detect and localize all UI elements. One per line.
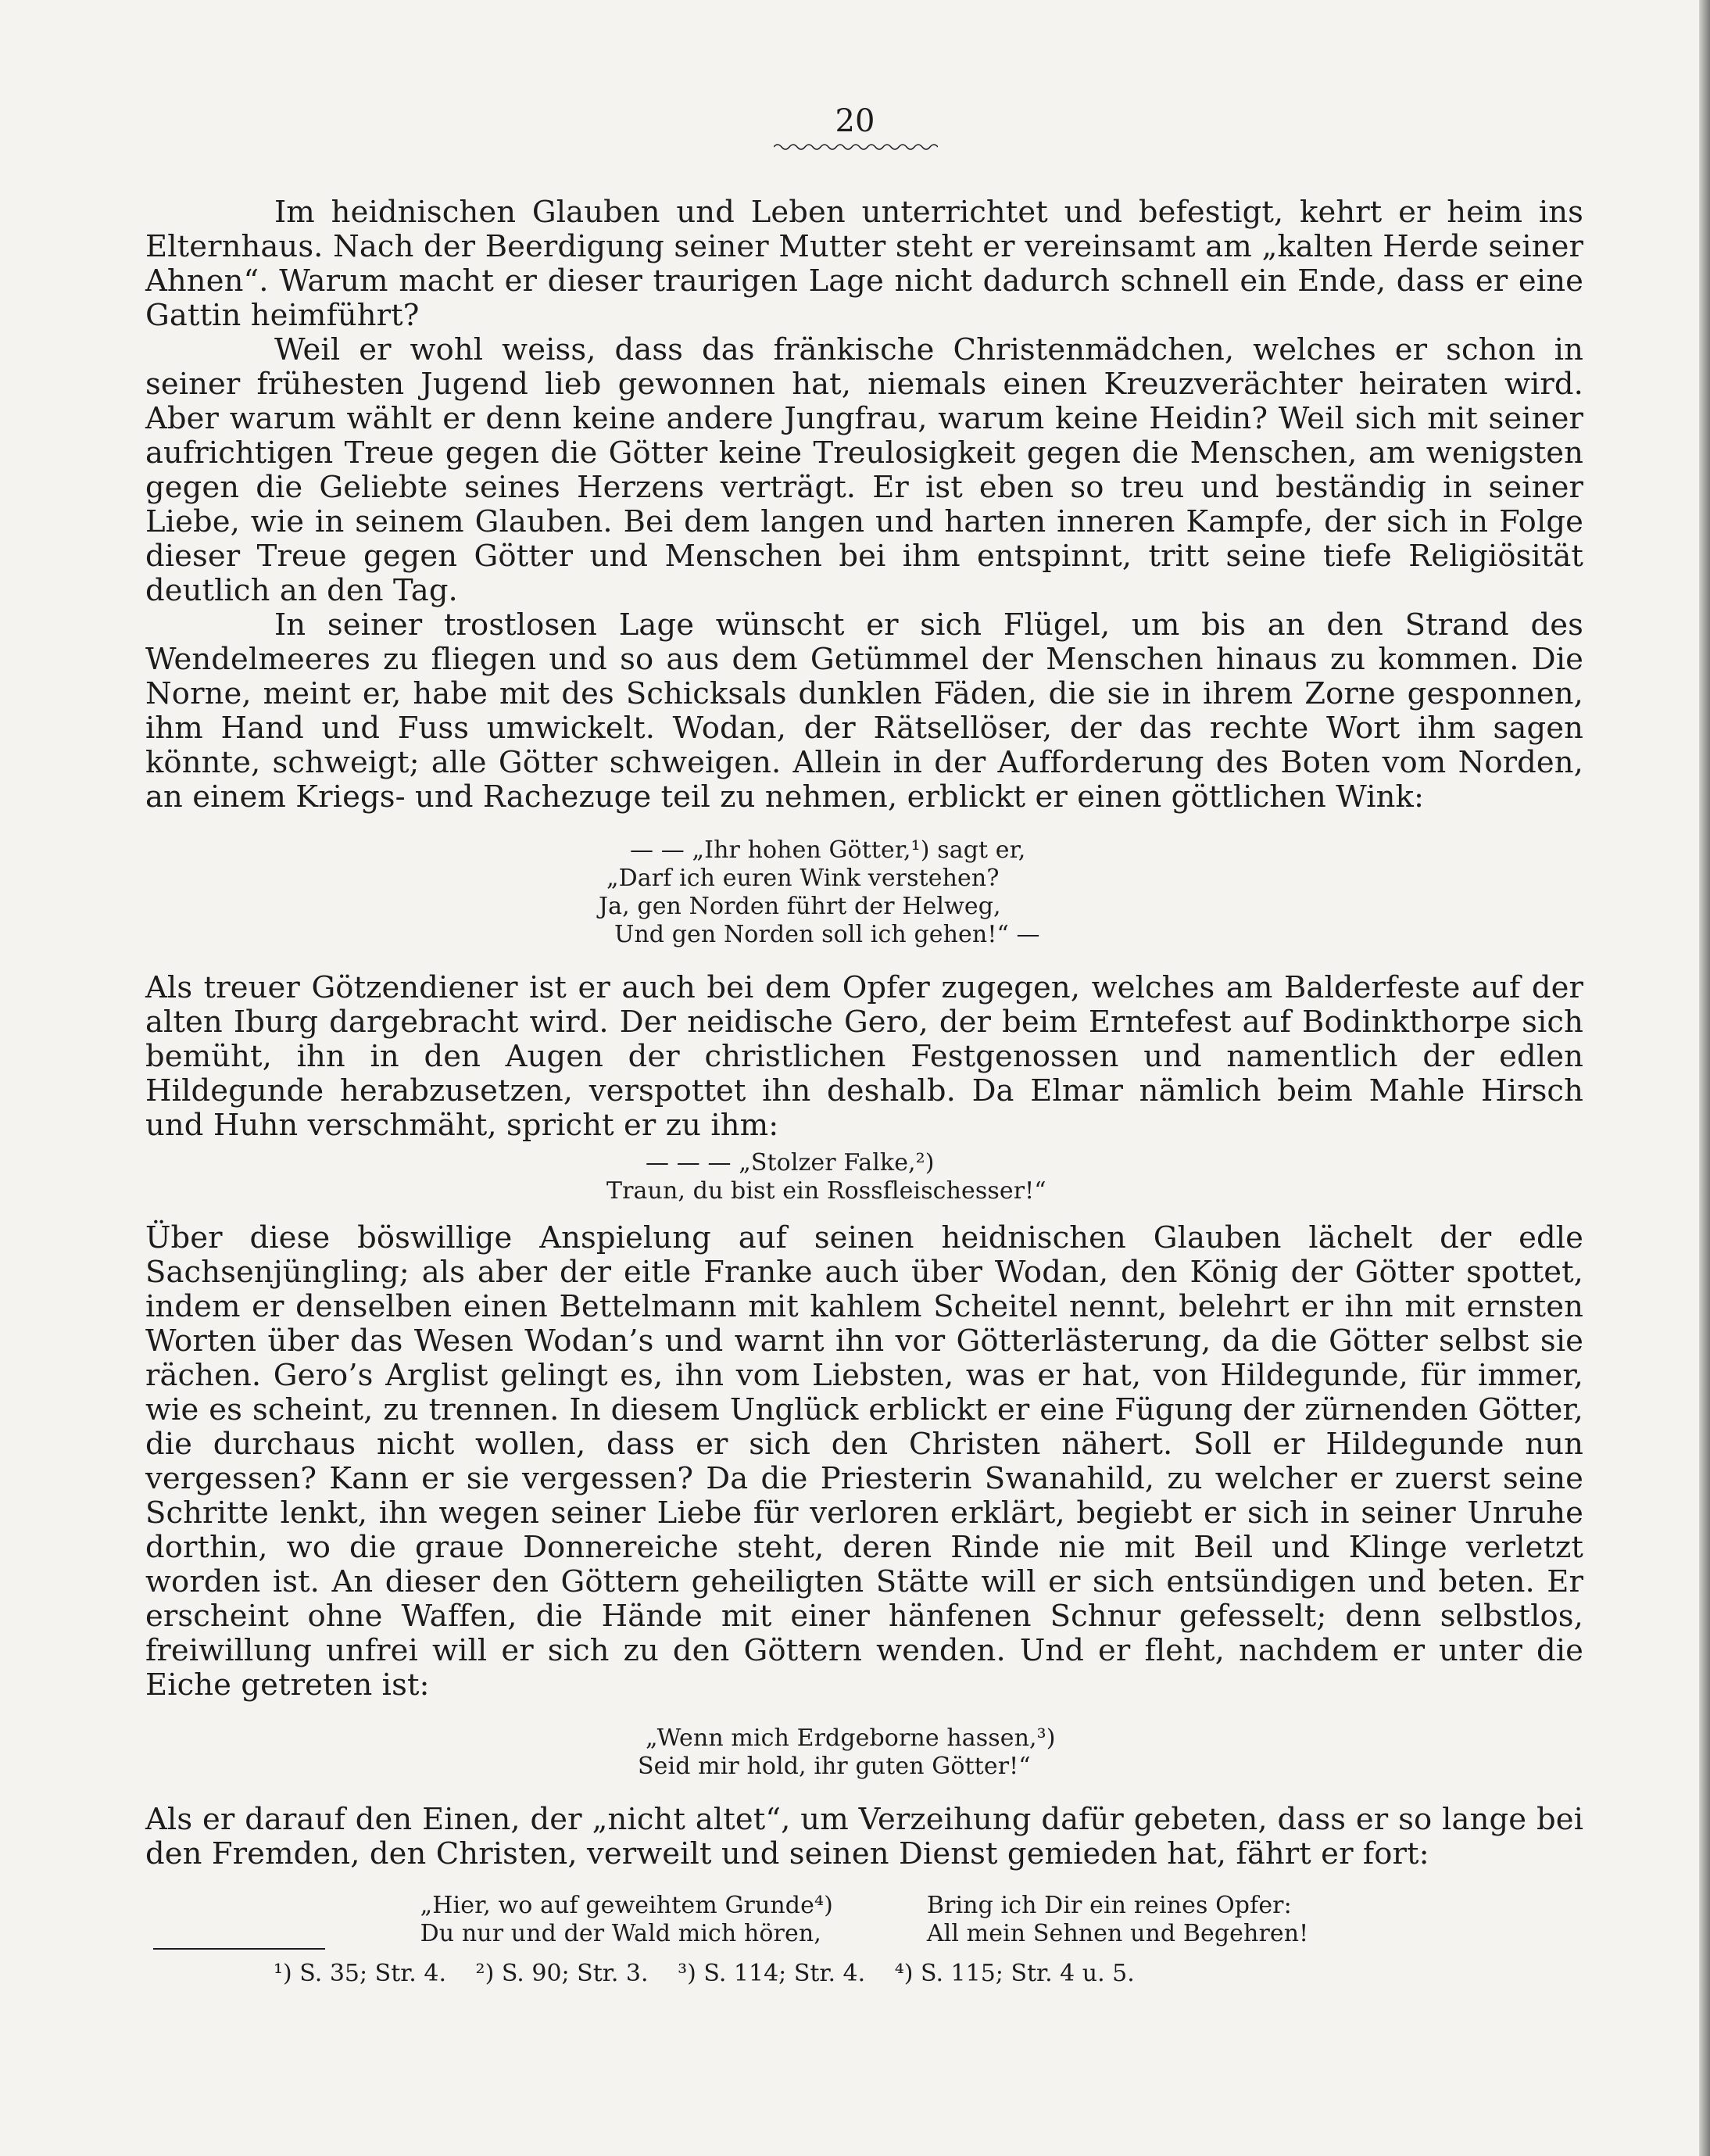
verse-line: „Darf ich euren Wink verstehen? xyxy=(606,865,1000,892)
paragraph: Über diese böswillige Anspielung auf seinen heidnischen Glauben lächelt der edle Sachsenjüngling; als aber der eitle Franke auch über Wodan, den König der Götter spottet, indem er denselben einen Bettelmann mit kahlem Scheitel nennt, belehrt er ihn mit ernsten Worten über das Wesen Wodan’s und warnt ihn vor Götterlästerung, da die Götter selbst sie rächen. Gero’s Arglist gelingt es, ihn vom Liebsten, was er hat, von Hildegunde, für immer, wie es scheint, zu trennen. In diesem Unglück erblickt er eine Fügung der zürnenden Götter, die durchaus nicht wollen, dass er sich den Christen nähert. Soll er Hildegunde nun vergessen? Kann er sie vergessen? Da die Priesterin Swanahild, zu welcher er zuerst seine Schritte lenkt, ihn wegen seiner Liebe für verloren erklärt, begiebt er sich in seiner Unruhe dorthin, wo die graue Donnereiche steht, deren Rinde nie mit Beil und Klinge verletzt worden ist. An dieser den Göttern geheiligten Stätte will er sich entsündigen und beten. Er erscheint ohne Waffen, die Hände mit einer hänfenen Schnur gefesselt; denn selbstlos, freiwillung unfrei will er sich zu den Göttern wenden. Und er fleht, nachdem er unter die Eiche getreten ist: xyxy=(145,1220,1583,1703)
footnotes xyxy=(274,1958,1157,1989)
footnote: ³) S. 114; Str. 4. xyxy=(678,1960,866,1987)
footnote: ¹) S. 35; Str. 4. xyxy=(274,1960,446,1987)
verse-line: Traun, du bist ein Rossfleischesser!“ xyxy=(606,1177,1046,1205)
verse-line: — — „Ihr hohen Götter,¹) sagt er, xyxy=(630,836,1026,864)
verse-quote-2 xyxy=(145,1149,1583,1205)
verse-column-right xyxy=(927,1892,1308,1948)
verse-quote-1 xyxy=(145,836,1583,949)
verse-line: — — — „Stolzer Falke,²) xyxy=(646,1149,935,1176)
verse-line: Du nur und der Wald mich hören, xyxy=(420,1920,821,1947)
page-number: 20 xyxy=(835,103,875,139)
verse-line: „Wenn mich Erdgeborne hassen,³) xyxy=(646,1724,1056,1752)
verse-line: All mein Sehnen und Begehren! xyxy=(926,1920,1309,1947)
paragraph: Als treuer Götzendiener ist er auch bei dem Opfer zugegen, welches am Balderfeste auf der alten Iburg dargebracht wird. Der neidische Gero, der beim Erntefest auf Bodinkthorpe sich bemüht, ihn in den Augen der christlichen Festgenossen und namentlich der edlen Hildegunde herabzusetzen, verspottet ihn deshalb. Da Elmar nämlich beim Mahle Hirsch und Huhn verschmäht, spricht er zu ihm: xyxy=(145,970,1583,1143)
footnote: ⁴) S. 115; Str. 4 u. 5. xyxy=(894,1960,1135,1987)
body-text xyxy=(145,195,1583,1970)
paragraph: Im heidnischen Glauben und Leben unterrichtet und befestigt, kehrt er heim ins Elternhaus. Nach der Beerdigung seiner Mutter steht er vereinsamt am „kalten Herde seiner Ahnen“. Warum macht er dieser traurigen Lage nicht dadurch schnell ein Ende, dass er eine Gattin heimführt? xyxy=(145,195,1583,333)
verse-column-left xyxy=(420,1892,833,1948)
verse-line: Seid mir hold, ihr guten Götter!“ xyxy=(638,1753,1031,1780)
verse-line: Und gen Norden soll ich gehen!“ — xyxy=(614,921,1040,948)
paragraph: In seiner trostlosen Lage wünscht er sich Flügel, um bis an den Strand des Wendelmeeres zu fliegen und so aus dem Getümmel der Menschen hinaus zu kommen. Die Norne, meint er, habe mit des Schicksals dunklen Fäden, die sie in ihrem Zorne gesponnen, ihm Hand und Fuss umwickelt. Wodan, der Rätsellöser, der das rechte Wort ihm sagen könnte, schweigt; alle Götter schweigen. Allein in der Aufforderung des Boten vom Norden, an einem Kriegs- und Rachezuge teil zu nehmen, erblickt er einen göttlichen Wink: xyxy=(145,607,1583,815)
paragraph: Als er darauf den Einen, der „nicht altet“, um Verzeihung dafür gebeten, dass er so lange bei den Fremden, den Christen, verweilt und seinen Dienst gemieden hat, fährt er fort: xyxy=(145,1802,1583,1871)
wavy-ornament xyxy=(774,142,938,152)
verse-quote-3 xyxy=(145,1724,1583,1781)
verse-line: „Hier, wo auf geweihtem Grunde⁴) xyxy=(420,1892,833,1919)
footnote-divider xyxy=(153,1948,325,1950)
page-edge-shadow xyxy=(1699,0,1710,2156)
paragraph: Weil er wohl weiss, dass das fränkische Christenmädchen, welches er schon in seiner frühesten Jugend lieb gewonnen hat, niemals einen Kreuzverächter heiraten wird. Aber warum wählt er denn keine andere Jungfrau, warum keine Heidin? Weil sich mit seiner aufrichtigen Treue gegen die Götter keine Treulosigkeit gegen die Menschen, am wenigsten gegen die Geliebte seines Herzens verträgt. Er ist eben so treu und beständig in seiner Liebe, wie in seinem Glauben. Bei dem langen und harten inneren Kampfe, der sich in Folge dieser Treue gegen Götter und Menschen bei ihm entspinnt, tritt seine tiefe Religiösität deutlich an den Tag. xyxy=(145,332,1583,608)
verse-columns xyxy=(145,1892,1583,1948)
verse-line: Ja, gen Norden führt der Helweg, xyxy=(599,893,1001,920)
verse-line: Bring ich Dir ein reines Opfer: xyxy=(926,1892,1292,1919)
verse-quote-4 xyxy=(145,1892,1583,1948)
footnote: ²) S. 90; Str. 3. xyxy=(475,1960,649,1987)
